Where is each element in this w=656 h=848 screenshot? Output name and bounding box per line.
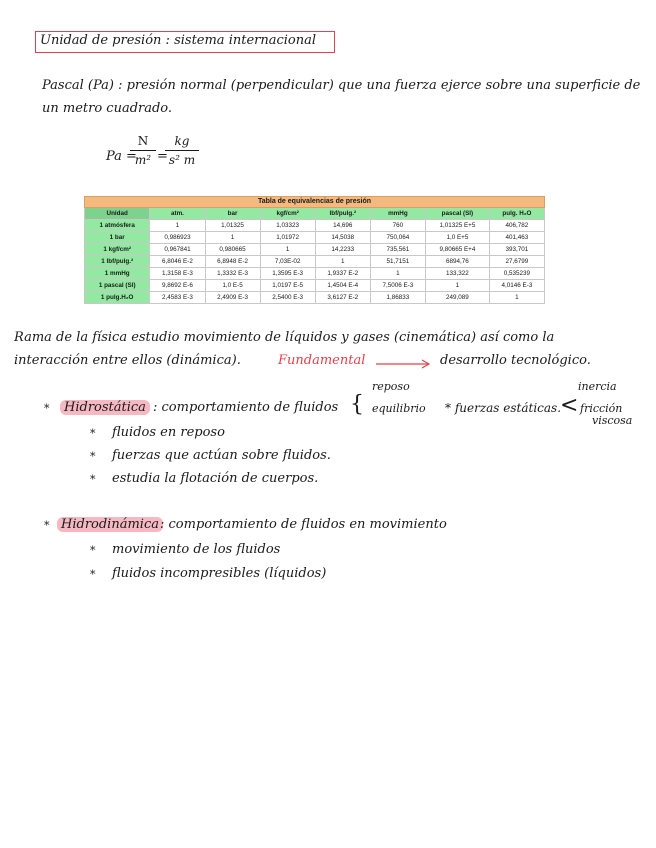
table-header: pulg. H₂O: [489, 208, 544, 220]
fraction-bar: [165, 150, 199, 151]
table-cell: 7,03E-02: [260, 256, 315, 268]
table-cell: 1,03323: [260, 220, 315, 232]
table-cell: 760: [370, 220, 425, 232]
rama-line-2: interacción entre ellos (dinámica).: [14, 353, 241, 368]
table-cell: 1,01325: [205, 220, 260, 232]
table-cell: 1: [425, 280, 489, 292]
hidrodinamica-description: : comportamiento de fluidos en movimiento: [160, 517, 447, 532]
bullet-asterisk: *: [90, 473, 96, 486]
table-cell: 1: [150, 220, 205, 232]
table-row-header: 1 lbf/pulg.²: [85, 256, 150, 268]
table-row: [85, 256, 545, 268]
table-cell: 1,0197 E-5: [260, 280, 315, 292]
table-cell: 2,5400 E-3: [260, 292, 315, 304]
table-cell: 133,322: [425, 268, 489, 280]
hidrostatica-term: [60, 400, 150, 415]
formula-fraction-1: [130, 134, 156, 167]
table-row-header: 1 bar: [85, 232, 150, 244]
table-row: [85, 244, 545, 256]
table-cell: 401,463: [489, 232, 544, 244]
hidrodinamica-term: [57, 517, 163, 532]
table-row: [85, 268, 545, 280]
pascal-definition-line-1: Pascal (Pa) : presión normal (perpendicular) que una fuerza ejerce sobre una superficie de: [42, 78, 641, 93]
table-caption: Tabla de equivalencias de presión: [85, 197, 545, 208]
formula-f1-numerator: N: [137, 134, 149, 148]
table-cell: 1,86833: [370, 292, 425, 304]
bullet-asterisk: *: [90, 568, 96, 581]
table-row-header: 1 atmósfera: [85, 220, 150, 232]
bullet-asterisk: *: [44, 519, 50, 532]
table-cell: 1,9337 E-2: [315, 268, 370, 280]
table-cell: 2,4583 E-3: [150, 292, 205, 304]
formula-fraction-2: [165, 134, 199, 167]
table-cell: 14,696: [315, 220, 370, 232]
table-header: kgf/cm²: [260, 208, 315, 220]
friccion-label: fricción: [580, 402, 623, 415]
table-cell: 1: [315, 256, 370, 268]
page-title: Unidad de presión : sistema internacional: [40, 33, 317, 48]
table-body: [85, 220, 545, 304]
table-header: Unidad: [85, 208, 150, 220]
brace-icon: {: [350, 392, 364, 417]
table-row: [85, 292, 545, 304]
table-cell: 4,0146 E-3: [489, 280, 544, 292]
table-cell: 7,5006 E-3: [370, 280, 425, 292]
hidrostatica-description: : comportamiento de fluidos: [153, 400, 339, 415]
formula-f1-denominator: m²: [134, 153, 152, 167]
fuerzas-estaticas-label: * fuerzas estáticas.: [445, 401, 562, 415]
arrow-right-icon: [374, 358, 434, 370]
table-cell: 0,967841: [150, 244, 205, 256]
table-row-header: 1 pulg.H₂O: [85, 292, 150, 304]
table-row-header: 1 mmHg: [85, 268, 150, 280]
fraction-bar: [130, 150, 156, 151]
table-cell: 6894,76: [425, 256, 489, 268]
list-item: fuerzas que actúan sobre fluidos.: [112, 448, 331, 463]
bullet-asterisk: *: [90, 544, 96, 557]
table-cell: 1,4504 E-4: [315, 280, 370, 292]
table-cell: 6,8046 E-2: [150, 256, 205, 268]
table-header: mmHg: [370, 208, 425, 220]
table-cell: 1: [489, 292, 544, 304]
table-cell: 1,3595 E-3: [260, 268, 315, 280]
inercia-label: inercia: [578, 380, 617, 393]
list-item: fluidos incompresibles (líquidos): [112, 566, 327, 581]
table-cell: 0,980665: [205, 244, 260, 256]
table-row: [85, 280, 545, 292]
table-header: atm.: [150, 208, 205, 220]
reposo-label: reposo: [372, 380, 410, 393]
table-row: [85, 232, 545, 244]
rama-line-1: Rama de la física estudio movimiento de líquidos y gases (cinemática) así como la: [14, 330, 555, 345]
formula-equals: =: [157, 149, 168, 164]
table-header: pascal (SI): [425, 208, 489, 220]
formula-f2-denominator: s² m: [168, 153, 196, 167]
table-cell: 1,01325 E+5: [425, 220, 489, 232]
table-cell: 0,986923: [150, 232, 205, 244]
formula-lhs: Pa =: [106, 149, 137, 164]
table-cell: 3,6127 E-2: [315, 292, 370, 304]
table-cell: 750,064: [370, 232, 425, 244]
hidrostatica-highlight: Hidrostática: [60, 400, 150, 415]
list-item: movimiento de los fluidos: [112, 542, 281, 557]
table-cell: 249,089: [425, 292, 489, 304]
table-cell: 27,6799: [489, 256, 544, 268]
formula-f2-numerator: kg: [174, 134, 190, 148]
table-row-header: 1 kgf/cm²: [85, 244, 150, 256]
table-cell: 14,5038: [315, 232, 370, 244]
list-item: estudia la flotación de cuerpos.: [112, 471, 319, 486]
table-cell: 735,561: [370, 244, 425, 256]
hidrodinamica-highlight: Hidrodinámica: [57, 517, 163, 532]
pressure-equivalence-table: [84, 196, 545, 304]
table-cell: 1,01972: [260, 232, 315, 244]
table-cell: 2,4909 E-3: [205, 292, 260, 304]
table-cell: 1,3332 E-3: [205, 268, 260, 280]
table-cell: 9,8692 E-6: [150, 280, 205, 292]
table-cell: 1: [260, 244, 315, 256]
desarrollo-label: desarrollo tecnológico.: [440, 353, 591, 368]
table-cell: 406,782: [489, 220, 544, 232]
table-cell: 1,3158 E-3: [150, 268, 205, 280]
bullet-asterisk: *: [44, 402, 50, 415]
bullet-asterisk: *: [90, 450, 96, 463]
table-cell: 0,535239: [489, 268, 544, 280]
bullet-asterisk: *: [90, 427, 96, 440]
table-cell: 9,80665 E+4: [425, 244, 489, 256]
equilibrio-label: equilibrio: [372, 402, 426, 415]
table-header: bar: [205, 208, 260, 220]
table-cell: 14,2233: [315, 244, 370, 256]
table-cell: 1,0 E-5: [205, 280, 260, 292]
table-header: lbf/pulg.²: [315, 208, 370, 220]
table-cell: 1: [205, 232, 260, 244]
table-cell: 1: [370, 268, 425, 280]
pascal-definition-line-2: un metro cuadrado.: [42, 101, 173, 116]
fundamental-label: Fundamental: [278, 353, 366, 368]
table-cell: 6,8948 E-2: [205, 256, 260, 268]
list-item: fluidos en reposo: [112, 425, 225, 440]
table-cell: 393,701: [489, 244, 544, 256]
angle-bracket-icon: <: [560, 393, 579, 418]
table-row-header: 1 pascal (SI): [85, 280, 150, 292]
table-cell: 51,7151: [370, 256, 425, 268]
table-cell: 1,0 E+5: [425, 232, 489, 244]
viscosa-label: viscosa: [592, 414, 633, 427]
table-row: [85, 220, 545, 232]
